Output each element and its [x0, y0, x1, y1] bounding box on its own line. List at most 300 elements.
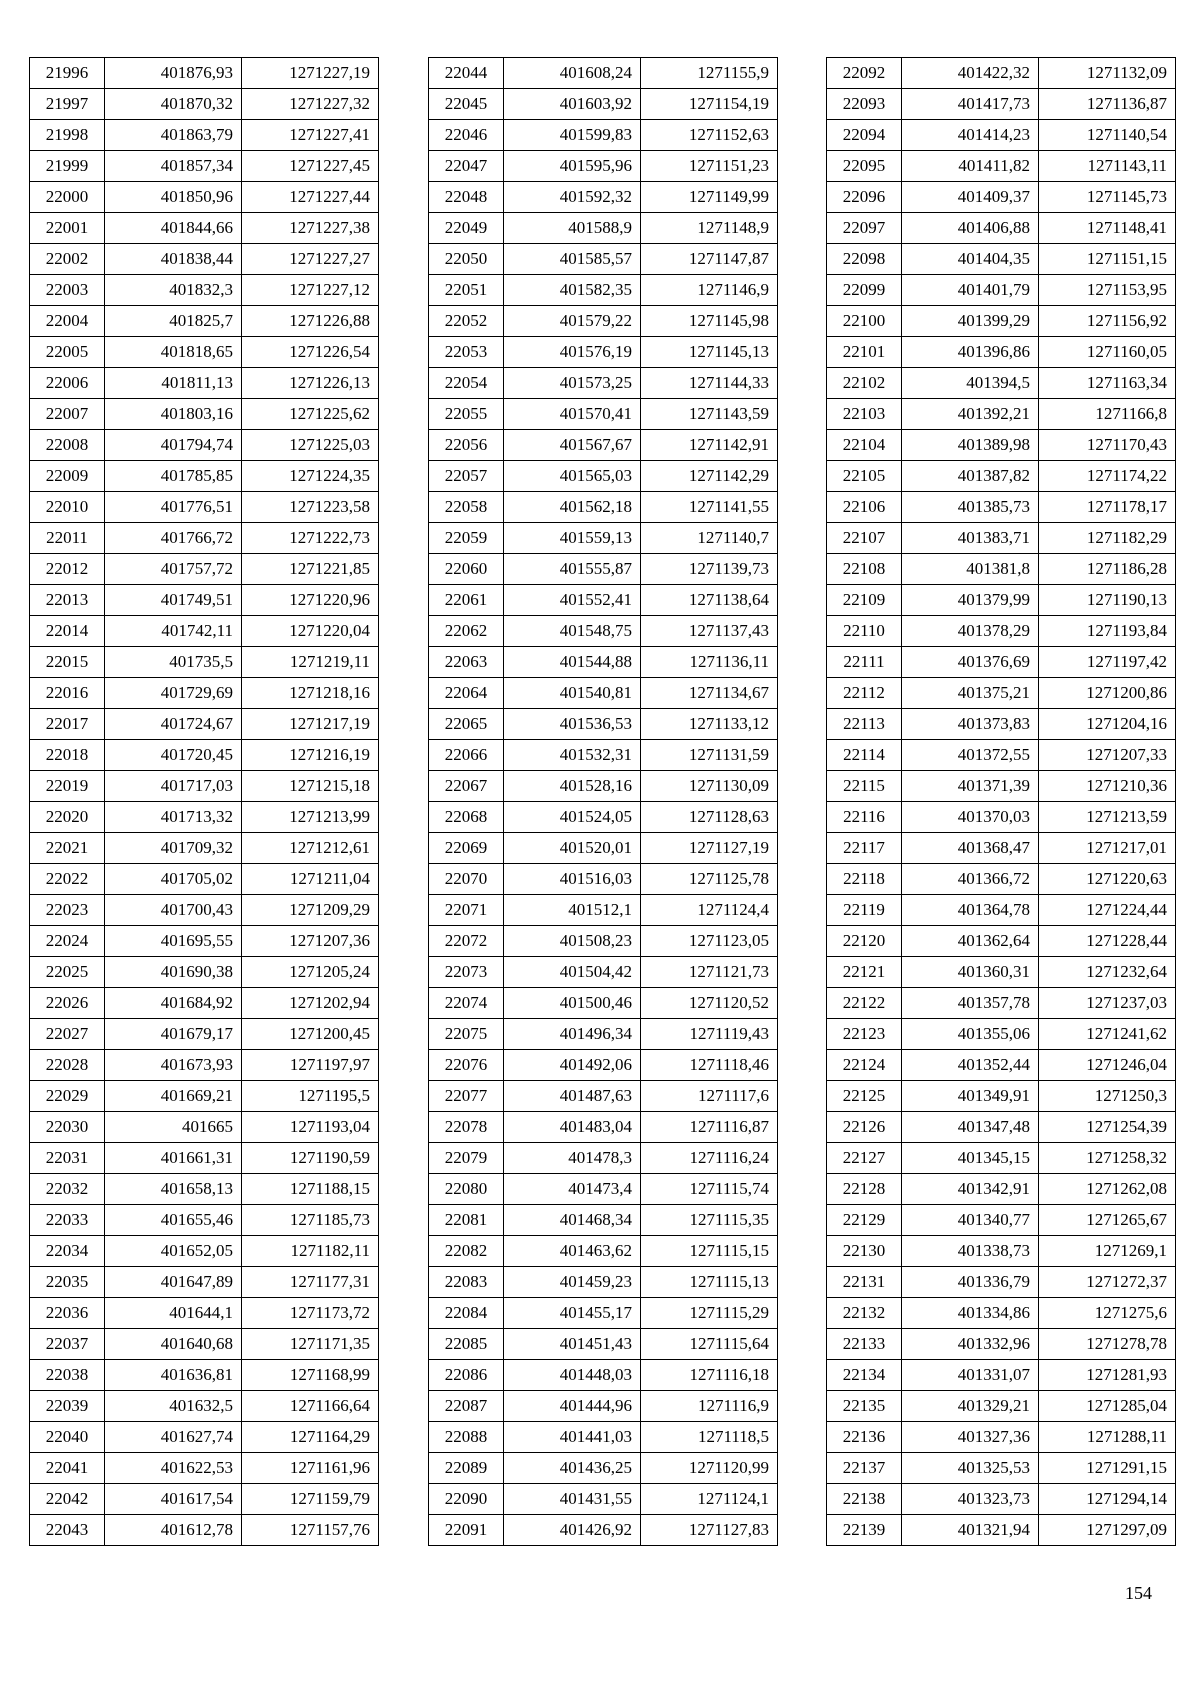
point-number-cell: 22086 — [429, 1360, 504, 1391]
table-row — [827, 244, 1176, 275]
point-number-cell: 22139 — [827, 1515, 902, 1546]
coordinates-table-3 — [826, 57, 1176, 1546]
y-coordinate-cell: 1271285,04 — [1039, 1391, 1176, 1422]
table-row — [827, 399, 1176, 430]
point-number-cell: 22012 — [30, 554, 105, 585]
y-coordinate-cell: 1271218,16 — [242, 678, 379, 709]
x-coordinate-cell: 401794,74 — [105, 430, 242, 461]
x-coordinate-cell: 401347,48 — [902, 1112, 1039, 1143]
x-coordinate-cell: 401684,92 — [105, 988, 242, 1019]
point-number-cell: 22134 — [827, 1360, 902, 1391]
point-number-cell: 22099 — [827, 275, 902, 306]
point-number-cell: 21999 — [30, 151, 105, 182]
table-row — [30, 399, 379, 430]
table-row — [429, 678, 778, 709]
x-coordinate-cell: 401679,17 — [105, 1019, 242, 1050]
x-coordinate-cell: 401658,13 — [105, 1174, 242, 1205]
table-row — [30, 802, 379, 833]
table-row — [827, 1484, 1176, 1515]
y-coordinate-cell: 1271147,87 — [641, 244, 778, 275]
x-coordinate-cell: 401592,32 — [504, 182, 641, 213]
x-coordinate-cell: 401496,34 — [504, 1019, 641, 1050]
table-row — [827, 647, 1176, 678]
point-number-cell: 22118 — [827, 864, 902, 895]
table-row — [30, 182, 379, 213]
x-coordinate-cell: 401349,91 — [902, 1081, 1039, 1112]
point-number-cell: 22098 — [827, 244, 902, 275]
table-row — [30, 430, 379, 461]
x-coordinate-cell: 401448,03 — [504, 1360, 641, 1391]
x-coordinate-cell: 401366,72 — [902, 864, 1039, 895]
table-row — [827, 802, 1176, 833]
x-coordinate-cell: 401455,17 — [504, 1298, 641, 1329]
x-coordinate-cell: 401441,03 — [504, 1422, 641, 1453]
x-coordinate-cell: 401417,73 — [902, 89, 1039, 120]
y-coordinate-cell: 1271185,73 — [242, 1205, 379, 1236]
x-coordinate-cell: 401555,87 — [504, 554, 641, 585]
point-number-cell: 22113 — [827, 709, 902, 740]
table-row — [827, 585, 1176, 616]
y-coordinate-cell: 1271170,43 — [1039, 430, 1176, 461]
table-row — [429, 244, 778, 275]
x-coordinate-cell: 401644,1 — [105, 1298, 242, 1329]
x-coordinate-cell: 401368,47 — [902, 833, 1039, 864]
x-coordinate-cell: 401579,22 — [504, 306, 641, 337]
point-number-cell: 22137 — [827, 1453, 902, 1484]
x-coordinate-cell: 401705,02 — [105, 864, 242, 895]
point-number-cell: 22089 — [429, 1453, 504, 1484]
point-number-cell: 22107 — [827, 523, 902, 554]
x-coordinate-cell: 401857,34 — [105, 151, 242, 182]
x-coordinate-cell: 401570,41 — [504, 399, 641, 430]
y-coordinate-cell: 1271116,18 — [641, 1360, 778, 1391]
y-coordinate-cell: 1271141,55 — [641, 492, 778, 523]
y-coordinate-cell: 1271207,36 — [242, 926, 379, 957]
y-coordinate-cell: 1271224,35 — [242, 461, 379, 492]
table-row — [30, 1081, 379, 1112]
y-coordinate-cell: 1271200,86 — [1039, 678, 1176, 709]
table-row — [30, 1515, 379, 1546]
coordinates-table-1 — [29, 57, 379, 1546]
table-row — [429, 988, 778, 1019]
point-number-cell: 22036 — [30, 1298, 105, 1329]
table-row — [30, 1453, 379, 1484]
y-coordinate-cell: 1271166,64 — [242, 1391, 379, 1422]
point-number-cell: 22064 — [429, 678, 504, 709]
y-coordinate-cell: 1271145,13 — [641, 337, 778, 368]
table-row — [827, 1174, 1176, 1205]
y-coordinate-cell: 1271177,31 — [242, 1267, 379, 1298]
table-row — [429, 1484, 778, 1515]
x-coordinate-cell: 401338,73 — [902, 1236, 1039, 1267]
point-number-cell: 22103 — [827, 399, 902, 430]
table-row — [827, 554, 1176, 585]
y-coordinate-cell: 1271164,29 — [242, 1422, 379, 1453]
y-coordinate-cell: 1271174,22 — [1039, 461, 1176, 492]
y-coordinate-cell: 1271226,13 — [242, 368, 379, 399]
point-number-cell: 22105 — [827, 461, 902, 492]
point-number-cell: 22074 — [429, 988, 504, 1019]
table-row — [827, 182, 1176, 213]
x-coordinate-cell: 401463,62 — [504, 1236, 641, 1267]
point-number-cell: 22049 — [429, 213, 504, 244]
point-number-cell: 22058 — [429, 492, 504, 523]
x-coordinate-cell: 401608,24 — [504, 58, 641, 89]
table-row — [30, 213, 379, 244]
y-coordinate-cell: 1271224,44 — [1039, 895, 1176, 926]
table-row — [827, 1298, 1176, 1329]
point-number-cell: 22093 — [827, 89, 902, 120]
y-coordinate-cell: 1271207,33 — [1039, 740, 1176, 771]
table-row — [429, 709, 778, 740]
point-number-cell: 22136 — [827, 1422, 902, 1453]
x-coordinate-cell: 401329,21 — [902, 1391, 1039, 1422]
x-coordinate-cell: 401582,35 — [504, 275, 641, 306]
table-row — [827, 120, 1176, 151]
x-coordinate-cell: 401431,55 — [504, 1484, 641, 1515]
table-row — [30, 58, 379, 89]
table-row — [429, 275, 778, 306]
table-row — [429, 430, 778, 461]
x-coordinate-cell: 401340,77 — [902, 1205, 1039, 1236]
table-row — [429, 585, 778, 616]
table-row — [30, 616, 379, 647]
y-coordinate-cell: 1271217,19 — [242, 709, 379, 740]
y-coordinate-cell: 1271278,78 — [1039, 1329, 1176, 1360]
point-number-cell: 22081 — [429, 1205, 504, 1236]
point-number-cell: 22026 — [30, 988, 105, 1019]
y-coordinate-cell: 1271159,79 — [242, 1484, 379, 1515]
point-number-cell: 22131 — [827, 1267, 902, 1298]
x-coordinate-cell: 401325,53 — [902, 1453, 1039, 1484]
point-number-cell: 22011 — [30, 523, 105, 554]
point-number-cell: 22042 — [30, 1484, 105, 1515]
table-row — [827, 1422, 1176, 1453]
point-number-cell: 22031 — [30, 1143, 105, 1174]
y-coordinate-cell: 1271193,84 — [1039, 616, 1176, 647]
table-row — [30, 1391, 379, 1422]
y-coordinate-cell: 1271117,6 — [641, 1081, 778, 1112]
table-row — [429, 1236, 778, 1267]
x-coordinate-cell: 401487,63 — [504, 1081, 641, 1112]
x-coordinate-cell: 401381,8 — [902, 554, 1039, 585]
table-row — [30, 1267, 379, 1298]
x-coordinate-cell: 401724,67 — [105, 709, 242, 740]
y-coordinate-cell: 1271258,32 — [1039, 1143, 1176, 1174]
x-coordinate-cell: 401785,85 — [105, 461, 242, 492]
point-number-cell: 22046 — [429, 120, 504, 151]
x-coordinate-cell: 401669,21 — [105, 1081, 242, 1112]
table-row — [429, 89, 778, 120]
point-number-cell: 22079 — [429, 1143, 504, 1174]
table-row — [429, 802, 778, 833]
table-row — [429, 1050, 778, 1081]
point-number-cell: 22101 — [827, 337, 902, 368]
table-row — [429, 151, 778, 182]
point-number-cell: 22054 — [429, 368, 504, 399]
table-row — [30, 554, 379, 585]
x-coordinate-cell: 401562,18 — [504, 492, 641, 523]
y-coordinate-cell: 1271151,15 — [1039, 244, 1176, 275]
point-number-cell: 22088 — [429, 1422, 504, 1453]
point-number-cell: 22015 — [30, 647, 105, 678]
point-number-cell: 22003 — [30, 275, 105, 306]
y-coordinate-cell: 1271123,05 — [641, 926, 778, 957]
x-coordinate-cell: 401345,15 — [902, 1143, 1039, 1174]
table-row — [429, 957, 778, 988]
y-coordinate-cell: 1271217,01 — [1039, 833, 1176, 864]
table-row — [429, 461, 778, 492]
point-number-cell: 22128 — [827, 1174, 902, 1205]
y-coordinate-cell: 1271227,41 — [242, 120, 379, 151]
y-coordinate-cell: 1271288,11 — [1039, 1422, 1176, 1453]
y-coordinate-cell: 1271294,14 — [1039, 1484, 1176, 1515]
x-coordinate-cell: 401717,03 — [105, 771, 242, 802]
x-coordinate-cell: 401524,05 — [504, 802, 641, 833]
x-coordinate-cell: 401378,29 — [902, 616, 1039, 647]
x-coordinate-cell: 401387,82 — [902, 461, 1039, 492]
point-number-cell: 22013 — [30, 585, 105, 616]
table-row — [429, 1081, 778, 1112]
point-number-cell: 22041 — [30, 1453, 105, 1484]
table-row — [827, 1453, 1176, 1484]
point-number-cell: 22126 — [827, 1112, 902, 1143]
y-coordinate-cell: 1271145,73 — [1039, 182, 1176, 213]
point-number-cell: 22095 — [827, 151, 902, 182]
x-coordinate-cell: 401331,07 — [902, 1360, 1039, 1391]
x-coordinate-cell: 401360,31 — [902, 957, 1039, 988]
table-row — [30, 1422, 379, 1453]
point-number-cell: 22066 — [429, 740, 504, 771]
table-row — [30, 306, 379, 337]
y-coordinate-cell: 1271145,98 — [641, 306, 778, 337]
y-coordinate-cell: 1271119,43 — [641, 1019, 778, 1050]
x-coordinate-cell: 401544,88 — [504, 647, 641, 678]
x-coordinate-cell: 401647,89 — [105, 1267, 242, 1298]
y-coordinate-cell: 1271265,67 — [1039, 1205, 1176, 1236]
table-row — [30, 1298, 379, 1329]
point-number-cell: 22063 — [429, 647, 504, 678]
table-row — [827, 430, 1176, 461]
table-row — [429, 368, 778, 399]
point-number-cell: 22004 — [30, 306, 105, 337]
point-number-cell: 22080 — [429, 1174, 504, 1205]
x-coordinate-cell: 401352,44 — [902, 1050, 1039, 1081]
x-coordinate-cell: 401700,43 — [105, 895, 242, 926]
y-coordinate-cell: 1271220,63 — [1039, 864, 1176, 895]
y-coordinate-cell: 1271148,41 — [1039, 213, 1176, 244]
y-coordinate-cell: 1271116,9 — [641, 1391, 778, 1422]
y-coordinate-cell: 1271246,04 — [1039, 1050, 1176, 1081]
point-number-cell: 22020 — [30, 802, 105, 833]
point-number-cell: 22043 — [30, 1515, 105, 1546]
x-coordinate-cell: 401373,83 — [902, 709, 1039, 740]
point-number-cell: 22068 — [429, 802, 504, 833]
point-number-cell: 22112 — [827, 678, 902, 709]
x-coordinate-cell: 401818,65 — [105, 337, 242, 368]
x-coordinate-cell: 401478,3 — [504, 1143, 641, 1174]
point-number-cell: 22129 — [827, 1205, 902, 1236]
point-number-cell: 21997 — [30, 89, 105, 120]
x-coordinate-cell: 401383,71 — [902, 523, 1039, 554]
x-coordinate-cell: 401323,73 — [902, 1484, 1039, 1515]
table-row — [429, 647, 778, 678]
x-coordinate-cell: 401838,44 — [105, 244, 242, 275]
x-coordinate-cell: 401576,19 — [504, 337, 641, 368]
x-coordinate-cell: 401673,93 — [105, 1050, 242, 1081]
point-number-cell: 22072 — [429, 926, 504, 957]
point-number-cell: 22047 — [429, 151, 504, 182]
point-number-cell: 22008 — [30, 430, 105, 461]
table-row — [30, 461, 379, 492]
y-coordinate-cell: 1271213,59 — [1039, 802, 1176, 833]
point-number-cell: 22075 — [429, 1019, 504, 1050]
table-row — [30, 926, 379, 957]
x-coordinate-cell: 401483,04 — [504, 1112, 641, 1143]
point-number-cell: 22130 — [827, 1236, 902, 1267]
table-row — [827, 709, 1176, 740]
y-coordinate-cell: 1271216,19 — [242, 740, 379, 771]
x-coordinate-cell: 401695,55 — [105, 926, 242, 957]
x-coordinate-cell: 401729,69 — [105, 678, 242, 709]
y-coordinate-cell: 1271166,8 — [1039, 399, 1176, 430]
x-coordinate-cell: 401508,23 — [504, 926, 641, 957]
y-coordinate-cell: 1271168,99 — [242, 1360, 379, 1391]
table-row — [429, 213, 778, 244]
y-coordinate-cell: 1271254,39 — [1039, 1112, 1176, 1143]
point-number-cell: 22051 — [429, 275, 504, 306]
point-number-cell: 22019 — [30, 771, 105, 802]
table-row — [30, 864, 379, 895]
table-row — [827, 1391, 1176, 1422]
y-coordinate-cell: 1271225,62 — [242, 399, 379, 430]
point-number-cell: 22034 — [30, 1236, 105, 1267]
point-number-cell: 22052 — [429, 306, 504, 337]
point-number-cell: 22124 — [827, 1050, 902, 1081]
table-row — [429, 926, 778, 957]
y-coordinate-cell: 1271152,63 — [641, 120, 778, 151]
x-coordinate-cell: 401573,25 — [504, 368, 641, 399]
x-coordinate-cell: 401825,7 — [105, 306, 242, 337]
y-coordinate-cell: 1271115,15 — [641, 1236, 778, 1267]
table-row — [429, 523, 778, 554]
y-coordinate-cell: 1271131,59 — [641, 740, 778, 771]
y-coordinate-cell: 1271225,03 — [242, 430, 379, 461]
point-number-cell: 22082 — [429, 1236, 504, 1267]
table-row — [429, 864, 778, 895]
point-number-cell: 22117 — [827, 833, 902, 864]
point-number-cell: 22116 — [827, 802, 902, 833]
x-coordinate-cell: 401504,42 — [504, 957, 641, 988]
y-coordinate-cell: 1271227,44 — [242, 182, 379, 213]
y-coordinate-cell: 1271221,85 — [242, 554, 379, 585]
table-row — [827, 1019, 1176, 1050]
table-row — [30, 275, 379, 306]
table-row — [827, 89, 1176, 120]
table-row — [827, 957, 1176, 988]
table-row — [429, 771, 778, 802]
y-coordinate-cell: 1271154,19 — [641, 89, 778, 120]
point-number-cell: 22016 — [30, 678, 105, 709]
y-coordinate-cell: 1271132,09 — [1039, 58, 1176, 89]
y-coordinate-cell: 1271171,35 — [242, 1329, 379, 1360]
y-coordinate-cell: 1271209,29 — [242, 895, 379, 926]
table-row — [429, 1019, 778, 1050]
x-coordinate-cell: 401392,21 — [902, 399, 1039, 430]
table-row — [827, 1329, 1176, 1360]
x-coordinate-cell: 401500,46 — [504, 988, 641, 1019]
table-row — [30, 244, 379, 275]
table-row — [827, 492, 1176, 523]
table-row — [827, 616, 1176, 647]
x-coordinate-cell: 401844,66 — [105, 213, 242, 244]
point-number-cell: 22017 — [30, 709, 105, 740]
y-coordinate-cell: 1271281,93 — [1039, 1360, 1176, 1391]
table-row — [827, 213, 1176, 244]
y-coordinate-cell: 1271127,19 — [641, 833, 778, 864]
x-coordinate-cell: 401665 — [105, 1112, 242, 1143]
table-row — [429, 399, 778, 430]
x-coordinate-cell: 401640,68 — [105, 1329, 242, 1360]
point-number-cell: 22021 — [30, 833, 105, 864]
point-number-cell: 22045 — [429, 89, 504, 120]
point-number-cell: 22114 — [827, 740, 902, 771]
table-row — [30, 1236, 379, 1267]
point-number-cell: 21998 — [30, 120, 105, 151]
x-coordinate-cell: 401385,73 — [902, 492, 1039, 523]
y-coordinate-cell: 1271200,45 — [242, 1019, 379, 1050]
point-number-cell: 22029 — [30, 1081, 105, 1112]
y-coordinate-cell: 1271182,11 — [242, 1236, 379, 1267]
table-row — [827, 306, 1176, 337]
table-row — [30, 1112, 379, 1143]
table-row — [429, 337, 778, 368]
table-row — [429, 740, 778, 771]
table-row — [827, 151, 1176, 182]
table-row — [30, 957, 379, 988]
table-row — [429, 1515, 778, 1546]
y-coordinate-cell: 1271124,4 — [641, 895, 778, 926]
x-coordinate-cell: 401565,03 — [504, 461, 641, 492]
y-coordinate-cell: 1271156,92 — [1039, 306, 1176, 337]
table-row — [429, 492, 778, 523]
x-coordinate-cell: 401552,41 — [504, 585, 641, 616]
table-row — [30, 1205, 379, 1236]
x-coordinate-cell: 401444,96 — [504, 1391, 641, 1422]
y-coordinate-cell: 1271128,63 — [641, 802, 778, 833]
y-coordinate-cell: 1271115,35 — [641, 1205, 778, 1236]
x-coordinate-cell: 401520,01 — [504, 833, 641, 864]
x-coordinate-cell: 401404,35 — [902, 244, 1039, 275]
x-coordinate-cell: 401516,03 — [504, 864, 641, 895]
y-coordinate-cell: 1271153,95 — [1039, 275, 1176, 306]
x-coordinate-cell: 401585,57 — [504, 244, 641, 275]
y-coordinate-cell: 1271143,11 — [1039, 151, 1176, 182]
point-number-cell: 22133 — [827, 1329, 902, 1360]
y-coordinate-cell: 1271148,9 — [641, 213, 778, 244]
x-coordinate-cell: 401832,3 — [105, 275, 242, 306]
y-coordinate-cell: 1271213,99 — [242, 802, 379, 833]
point-number-cell: 22028 — [30, 1050, 105, 1081]
x-coordinate-cell: 401362,64 — [902, 926, 1039, 957]
point-number-cell: 22119 — [827, 895, 902, 926]
point-number-cell: 22038 — [30, 1360, 105, 1391]
point-number-cell: 22123 — [827, 1019, 902, 1050]
y-coordinate-cell: 1271124,1 — [641, 1484, 778, 1515]
y-coordinate-cell: 1271115,13 — [641, 1267, 778, 1298]
x-coordinate-cell: 401473,4 — [504, 1174, 641, 1205]
x-coordinate-cell: 401811,13 — [105, 368, 242, 399]
